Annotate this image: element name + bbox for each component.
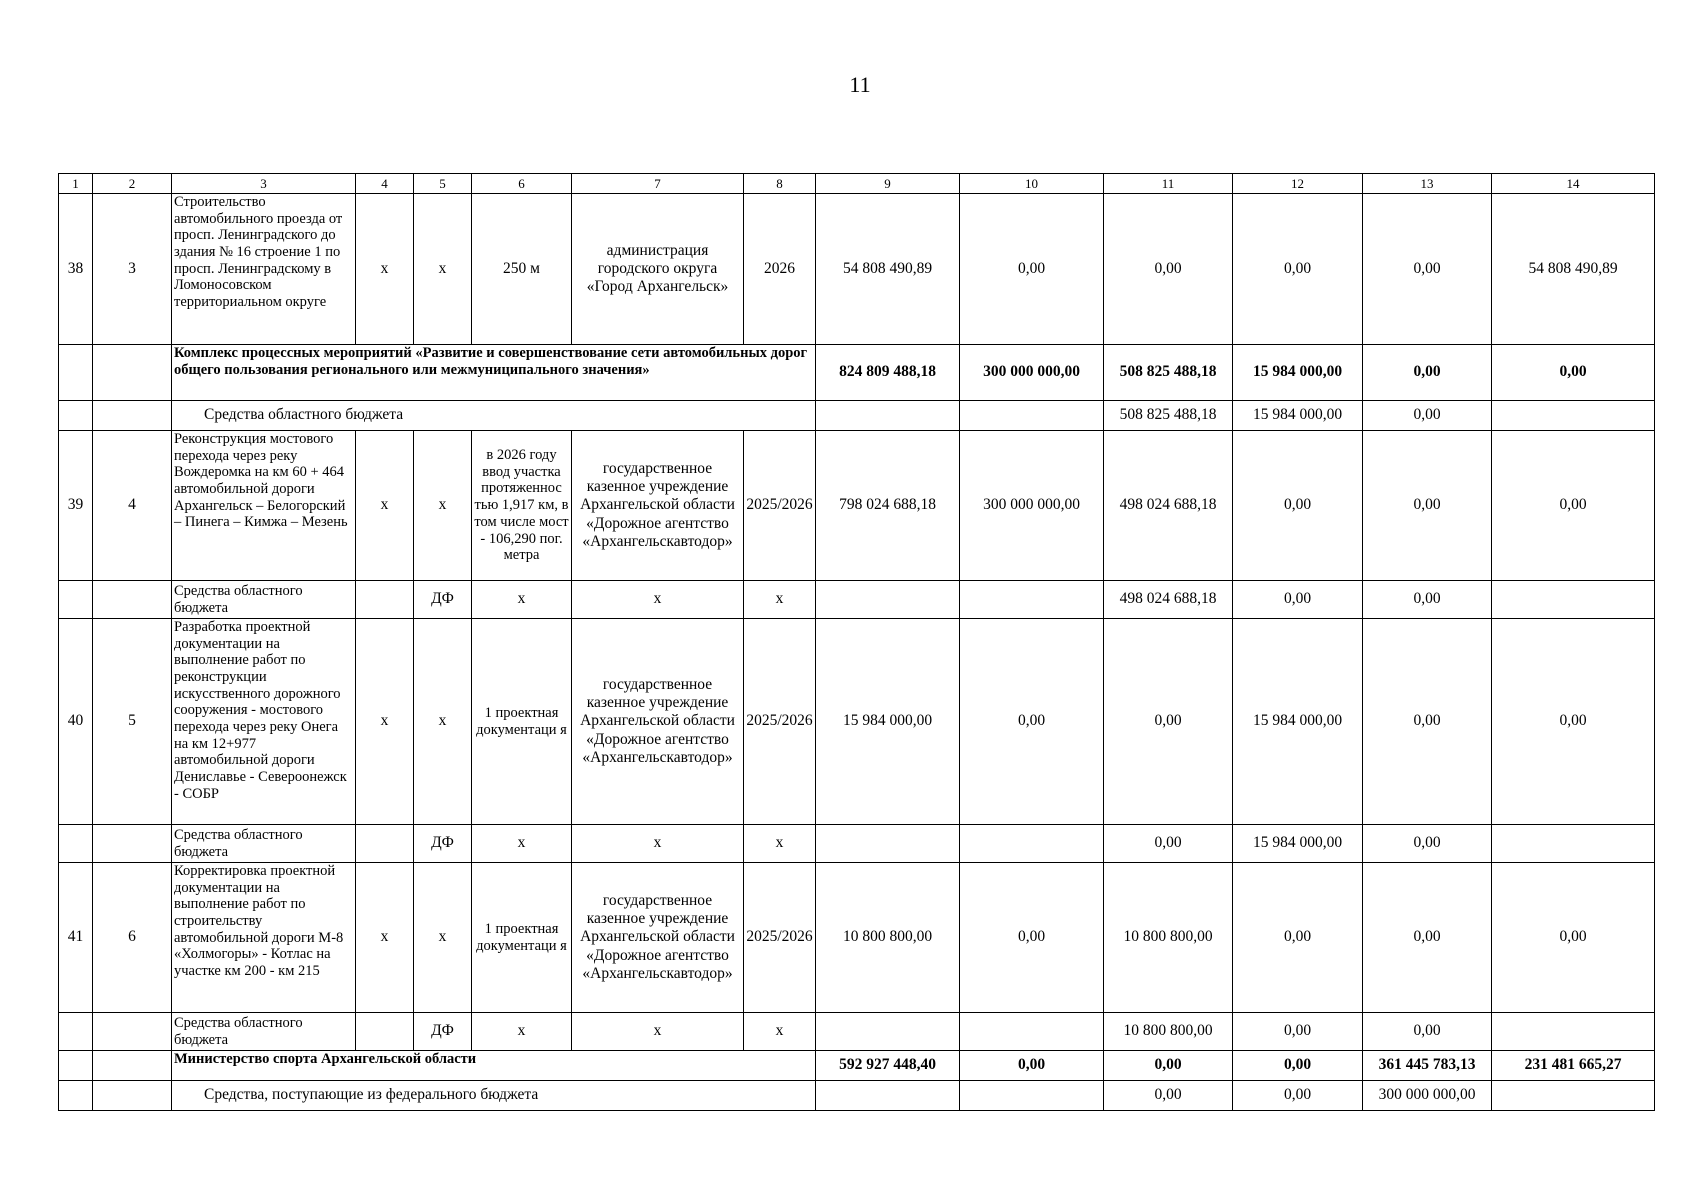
ministry-title: Министерство спорта Архангельской области <box>172 1051 816 1081</box>
item-name: Строительство автомобильного проезда от просп. Ленинградского до здания № 16 строение 1 по просп. Ленинградскому в Ломоносовском территориальном округе <box>172 194 356 345</box>
cell-col11: 0,00 <box>1104 619 1233 825</box>
table-row <box>59 431 1655 581</box>
item-name: Реконструкция мостового перехода через реку Вождеромка на км 60 + 464 автомобильной дороги Архангельск – Белогорский – Пинега – Кимжа – Мезень <box>172 431 356 581</box>
funding-source: Средства, поступающие из федерального бюджета <box>172 1081 816 1111</box>
col-number-7: 7 <box>572 174 744 194</box>
cell-col6: х <box>472 1013 572 1051</box>
cell-col13: 300 000 000,00 <box>1363 1081 1492 1111</box>
table-row <box>59 619 1655 825</box>
item-number: 4 <box>93 431 172 581</box>
cell-col4: х <box>356 431 414 581</box>
cell-col12: 0,00 <box>1233 1051 1363 1081</box>
cell-col4: х <box>356 194 414 345</box>
row-number: 41 <box>59 863 93 1013</box>
table-row <box>59 194 1655 345</box>
cell-col13: 0,00 <box>1363 825 1492 863</box>
complex-title: Комплекс процессных мероприятий «Развитие и совершенствование сети автомобильных дорог общего пользования регионального или межмуниципального значения» <box>172 345 816 401</box>
cell-col11: 508 825 488,18 <box>1104 345 1233 401</box>
col-number-3: 3 <box>172 174 356 194</box>
cell-col7: х <box>572 581 744 619</box>
cell-col14: 0,00 <box>1492 619 1655 825</box>
cell-col9: 798 024 688,18 <box>816 431 960 581</box>
cell-capacity: в 2026 году ввод участка протяженнос тью 1,917 км, в том числе мост - 106,290 пог. метра <box>472 431 572 581</box>
cell-col8: х <box>744 825 816 863</box>
item-number: 3 <box>93 194 172 345</box>
cell-col12: 0,00 <box>1233 581 1363 619</box>
cell-col10: 300 000 000,00 <box>960 431 1104 581</box>
funding-source: Средства областного бюджета <box>172 1013 356 1051</box>
cell-years: 2025/2026 <box>744 863 816 1013</box>
cell-col12: 0,00 <box>1233 194 1363 345</box>
cell-col5: х <box>414 863 472 1013</box>
col-number-10: 10 <box>960 174 1104 194</box>
cell-years: 2025/2026 <box>744 619 816 825</box>
col-number-2: 2 <box>93 174 172 194</box>
budget-table <box>58 173 1655 1111</box>
cell-col5: ДФ <box>414 825 472 863</box>
cell-col10: 300 000 000,00 <box>960 345 1104 401</box>
cell-col9: 824 809 488,18 <box>816 345 960 401</box>
funding-source: Средства областного бюджета <box>172 581 356 619</box>
cell-col9: 592 927 448,40 <box>816 1051 960 1081</box>
cell-col13: 0,00 <box>1363 401 1492 431</box>
cell-col10: 0,00 <box>960 863 1104 1013</box>
col-number-13: 13 <box>1363 174 1492 194</box>
cell-col13: 0,00 <box>1363 1013 1492 1051</box>
table-row <box>59 1013 1655 1051</box>
cell-col5: х <box>414 431 472 581</box>
table-row <box>59 825 1655 863</box>
cell-col11: 10 800 800,00 <box>1104 1013 1233 1051</box>
cell-col14: 231 481 665,27 <box>1492 1051 1655 1081</box>
funding-source: Средства областного бюджета <box>172 825 356 863</box>
funding-source: Средства областного бюджета <box>172 401 816 431</box>
cell-col10: 0,00 <box>960 194 1104 345</box>
cell-col5: ДФ <box>414 1013 472 1051</box>
col-number-9: 9 <box>816 174 960 194</box>
col-number-11: 11 <box>1104 174 1233 194</box>
row-number: 40 <box>59 619 93 825</box>
cell-col5: х <box>414 194 472 345</box>
table-row <box>59 1051 1655 1081</box>
cell-col12: 15 984 000,00 <box>1233 825 1363 863</box>
cell-capacity: 250 м <box>472 194 572 345</box>
column-number-row <box>59 174 1655 194</box>
col-number-12: 12 <box>1233 174 1363 194</box>
table-row <box>59 401 1655 431</box>
cell-col6: х <box>472 581 572 619</box>
cell-executor: государственное казенное учреждение Архангельской области «Дорожное агентство «Архангельскавтодор» <box>572 431 744 581</box>
col-number-4: 4 <box>356 174 414 194</box>
cell-capacity: 1 проектная документаци я <box>472 619 572 825</box>
cell-col9: 15 984 000,00 <box>816 619 960 825</box>
cell-col8: х <box>744 581 816 619</box>
cell-col11: 508 825 488,18 <box>1104 401 1233 431</box>
cell-col9: 10 800 800,00 <box>816 863 960 1013</box>
cell-col12: 0,00 <box>1233 863 1363 1013</box>
cell-col6: х <box>472 825 572 863</box>
cell-executor: государственное казенное учреждение Архангельской области «Дорожное агентство «Архангельскавтодор» <box>572 619 744 825</box>
cell-col12: 0,00 <box>1233 1081 1363 1111</box>
cell-col14: 0,00 <box>1492 431 1655 581</box>
cell-col7: х <box>572 825 744 863</box>
cell-col9: 54 808 490,89 <box>816 194 960 345</box>
cell-col13: 0,00 <box>1363 345 1492 401</box>
cell-col13: 0,00 <box>1363 619 1492 825</box>
row-number: 38 <box>59 194 93 345</box>
cell-years: 2025/2026 <box>744 431 816 581</box>
cell-col14: 0,00 <box>1492 863 1655 1013</box>
cell-col12: 0,00 <box>1233 431 1363 581</box>
item-name: Разработка проектной документации на выполнение работ по реконструкции искусственного дорожного сооружения - мостового перехода через реку Онега на км 12+977 автомобильной дороги Дениславье - Североонежск - СОБР <box>172 619 356 825</box>
cell-col7: х <box>572 1013 744 1051</box>
page-number: 11 <box>849 72 871 97</box>
cell-col11: 0,00 <box>1104 1051 1233 1081</box>
cell-col12: 0,00 <box>1233 1013 1363 1051</box>
cell-col12: 15 984 000,00 <box>1233 619 1363 825</box>
cell-executor: государственное казенное учреждение Архангельской области «Дорожное агентство «Архангельскавтодор» <box>572 863 744 1013</box>
cell-col14: 54 808 490,89 <box>1492 194 1655 345</box>
row-number: 39 <box>59 431 93 581</box>
cell-col13: 0,00 <box>1363 863 1492 1013</box>
item-number: 5 <box>93 619 172 825</box>
cell-col11: 0,00 <box>1104 194 1233 345</box>
cell-col12: 15 984 000,00 <box>1233 401 1363 431</box>
cell-col10: 0,00 <box>960 619 1104 825</box>
cell-col8: х <box>744 1013 816 1051</box>
cell-executor: администрация городского округа «Город Архангельск» <box>572 194 744 345</box>
cell-col13: 0,00 <box>1363 581 1492 619</box>
cell-capacity: 1 проектная документаци я <box>472 863 572 1013</box>
cell-col11: 10 800 800,00 <box>1104 863 1233 1013</box>
col-number-1: 1 <box>59 174 93 194</box>
cell-col11: 498 024 688,18 <box>1104 431 1233 581</box>
cell-col11: 0,00 <box>1104 825 1233 863</box>
cell-col14: 0,00 <box>1492 345 1655 401</box>
cell-col4: х <box>356 619 414 825</box>
cell-col11: 0,00 <box>1104 1081 1233 1111</box>
cell-col10: 0,00 <box>960 1051 1104 1081</box>
cell-col12: 15 984 000,00 <box>1233 345 1363 401</box>
cell-col5: ДФ <box>414 581 472 619</box>
table-row <box>59 581 1655 619</box>
table-row <box>59 345 1655 401</box>
col-number-6: 6 <box>472 174 572 194</box>
item-number: 6 <box>93 863 172 1013</box>
cell-col4: х <box>356 863 414 1013</box>
col-number-14: 14 <box>1492 174 1655 194</box>
table-row <box>59 1081 1655 1111</box>
item-name: Корректировка проектной документации на выполнение работ по строительству автомобильной дороги М-8 «Холмогоры» - Котлас на участке км 200 - км 215 <box>172 863 356 1013</box>
cell-years: 2026 <box>744 194 816 345</box>
cell-col13: 0,00 <box>1363 194 1492 345</box>
cell-col13: 361 445 783,13 <box>1363 1051 1492 1081</box>
cell-col5: х <box>414 619 472 825</box>
col-number-8: 8 <box>744 174 816 194</box>
col-number-5: 5 <box>414 174 472 194</box>
table-row <box>59 863 1655 1013</box>
cell-col11: 498 024 688,18 <box>1104 581 1233 619</box>
cell-col13: 0,00 <box>1363 431 1492 581</box>
